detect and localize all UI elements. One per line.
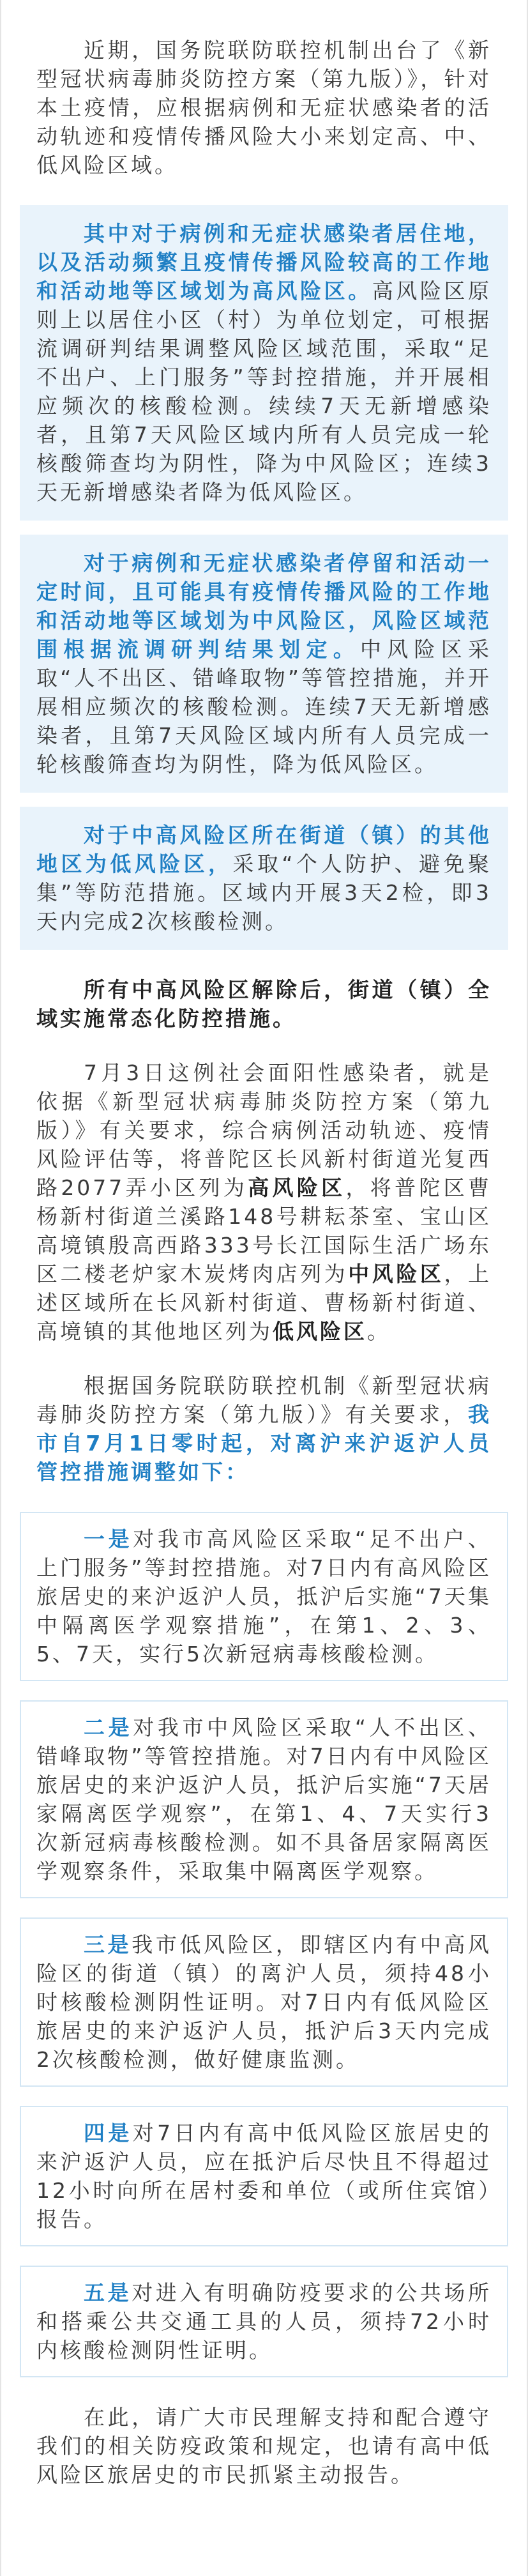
high-risk-definition-lead: 其中对于病例和无症状感染者居住地，以及活动频繁且疫情传播风险较高的工作地和活动地等区域划为高风险区。 [36,221,492,303]
all-clear-statement [36,975,492,1033]
measure-item-4 [20,2106,508,2246]
measure-label: 四是 [84,2121,133,2145]
measure-label: 五是 [84,2280,132,2305]
intro-paragraph [36,36,492,179]
medium-risk-definition-lead: 对于病例和无症状感染者停留和活动一定时间，且可能具有疫情传播风险的工作地和活动地等区域划为中风险区，风险区域范围根据流调研判结果划定。 [36,551,492,662]
measure-item-2 [20,1700,508,1898]
policy-intro-lead: 根据国务院联防联控机制《新型冠状病毒肺炎防控方案（第九版）》有关要求， [36,1373,492,1427]
measure-item-5 [20,2266,508,2377]
case-notice-text-2: ，将普陀区曹杨新村街道兰溪路148号耕耘茶室、宝山区高境镇殷高西路333号长江国际生活广场东区二楼老炉家木炭烤肉店列为 [36,1175,492,1286]
closing-text: 在此，请广大市民理解支持和配合遵守我们的相关防疫政策和规定，也请有高中低风险区旅居史的市民抓紧主动报告。 [36,2405,492,2487]
case-notice-text-3: ，上述区域所在长风新村街道、曹杨新村街道、高境镇的其他地区列为 [36,1261,492,1344]
measure-text: 对7日内有高中低风险区旅居史的来沪返沪人员，应在抵沪后尽快且不得超过12小时向所在居村委和单位（或所住宾馆）报告。 [36,2121,492,2232]
high-risk-definition-box [20,205,508,521]
measure-label: 三是 [84,1932,132,1957]
medium-risk-definition-body: 中风险区采取“人不出区、错峰取物”等管控措施，并开展相应频次的核酸检测。连续7天无新增感染者，且第7天风险区域内所有人员完成一轮核酸筛查均为阴性，降为低风险区。 [36,637,492,777]
measure-text: 对我市中风险区采取“人不出区、错峰取物”等管控措施。对7日内有中风险区旅居史的来沪返沪人员，抵沪后实施“7天居家隔离医学观察”，在第1、4、7天实行3次新冠病毒核酸检测。如不具备居家隔离医学观察条件，采取集中隔离医学观察。 [36,1715,492,1884]
measure-item-3 [20,1917,508,2087]
case-low-risk-label: 低风险区 [273,1319,367,1344]
measure-text: 对我市高风险区采取“足不出户、上门服务”等封控措施。对7日内有高风险区旅居史的来沪返沪人员，抵沪后实施“7天集中隔离医学观察措施”，在第1、2、3、5、7天，实行5次新冠病毒核酸检测。 [36,1527,492,1666]
measure-label: 二是 [84,1715,133,1740]
policy-intro-paragraph [36,1371,492,1486]
case-notice-text-1: 7月3日这例社会面阳性感染者，就是依据《新型冠状病毒肺炎防控方案（第九版）》有关要求，综合病例活动轨迹、疫情风险评估等，将普陀区长风新村街道光复西路2077弄小区列为 [36,1060,492,1200]
measure-item-1 [20,1512,508,1681]
low-risk-definition-lead: 对于中高风险区所在街道（镇）的其他地区为低风险区， [36,823,492,876]
measure-text: 我市低风险区，即辖区内有中高风险区的街道（镇）的离沪人员，须持48小时核酸检测阴性证明。对7日内有低风险区旅居史的来沪返沪人员，抵沪后3天内完成2次核酸检测，做好健康监测。 [36,1932,492,2072]
closing-paragraph [36,2403,492,2489]
low-risk-definition-box [20,807,508,950]
case-notice-text-4: 。 [367,1319,391,1344]
measure-label: 一是 [84,1527,133,1551]
intro-text: 近期，国务院联防联控机制出台了《新型冠状病毒肺炎防控方案（第九版）》，针对本土疫情，应根据病例和无症状感染者的活动轨迹和疫情传播风险大小来划定高、中、低风险区域。 [36,38,492,178]
all-clear-text: 所有中高风险区解除后，街道（镇）全域实施常态化防控措施。 [36,977,492,1031]
measure-text: 对进入有明确防疫要求的公共场所和搭乘公共交通工具的人员，须持72小时内核酸检测阴性证明。 [36,2280,492,2363]
case-notice-paragraph [36,1058,492,1346]
policy-intro-highlight: 我市自7月1日零时起，对离沪来沪返沪人员管控措施调整如下： [36,1402,492,1484]
medium-risk-definition-box [20,535,508,793]
case-high-risk-label: 高风险区 [248,1175,346,1200]
high-risk-definition-body: 高风险区原则上以居住小区（村）为单位划定，可根据流调研判结果调整风险区域范围，采取“足不出户、上门服务”等封控措施，并开展相应频次的核酸检测。续续7天无新增感染者，且第7天风险区域内所有人员完成一轮核酸筛查均为阴性，降为中风险区；连续3天无新增感染者降为低风险区。 [36,278,492,505]
case-medium-risk-label: 中风险区 [348,1261,444,1286]
low-risk-definition-body: 采取“个人防护、避免聚集”等防范措施。区域内开展3天2检，即3天内完成2次核酸检测。 [36,851,492,934]
